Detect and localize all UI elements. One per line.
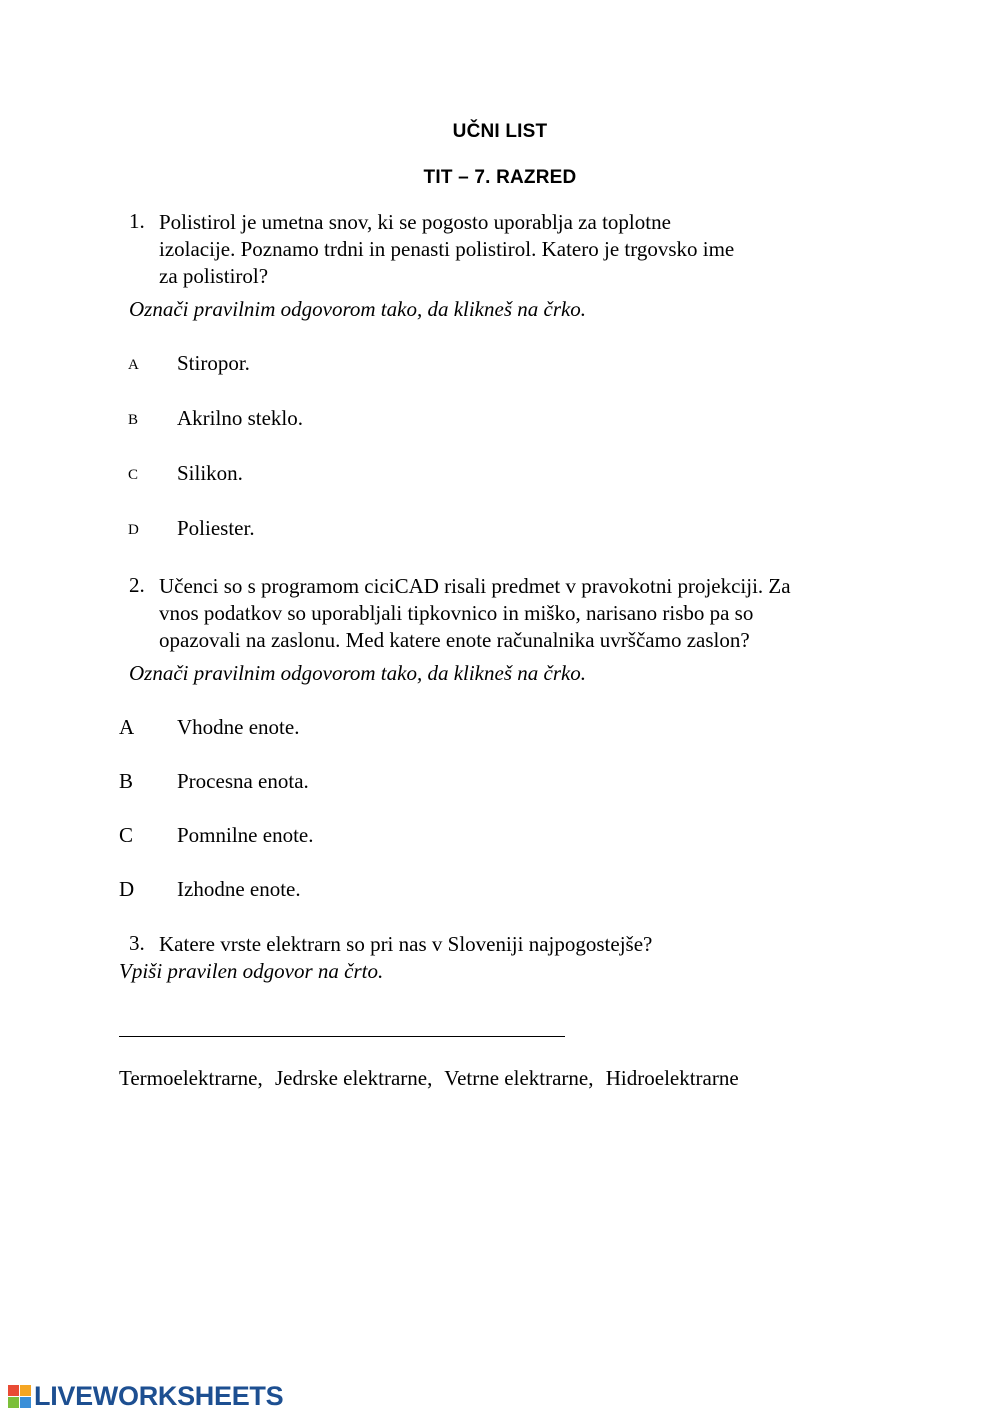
word-bank-item: Jedrske elektrarne, — [274, 1066, 433, 1090]
q1-option-d-text: Poliester. — [177, 516, 255, 540]
q2-option-b-text: Procesna enota. — [177, 769, 309, 793]
q2-option-d-text: Izhodne enote. — [177, 877, 301, 901]
liveworksheets-logo — [8, 1380, 283, 1412]
question-1-line-2: izolacije. Poznamo trdni in penasti polistirol. Katero je trgovsko ime — [159, 237, 735, 261]
question-3-number: 3. — [129, 931, 145, 955]
question-2-line-3: opazovali na zaslonu. Med katere enote računalnika uvrščamo zaslon? — [159, 628, 750, 652]
word-bank — [119, 1066, 746, 1091]
q2-option-c-letter[interactable]: C — [119, 823, 134, 847]
question-3-text: Katere vrste elektrarn so pri nas v Sloveniji najpogostejše? — [159, 932, 653, 956]
logo-blocks-icon — [8, 1385, 31, 1408]
q1-option-d-letter[interactable]: D — [128, 522, 139, 538]
q2-option-b-letter[interactable]: B — [119, 769, 134, 793]
question-3-answer-input[interactable] — [119, 1006, 569, 1038]
question-2-line-1: Učenci so s programom ciciCAD risali predmet v pravokotni projekciji. Za — [159, 574, 791, 598]
q1-option-b-text: Akrilno steklo. — [177, 406, 303, 430]
q2-option-a-letter[interactable]: A — [119, 715, 135, 739]
worksheet-title: UČNI LIST — [452, 121, 548, 142]
question-2-line-2: vnos podatkov so uporabljali tipkovnico in miško, narisano risbo pa so — [159, 601, 754, 625]
q1-option-a-text: Stiropor. — [177, 351, 250, 375]
question-1-instruction: Označi pravilnim odgovorom tako, da klikneš na črko. — [129, 297, 587, 321]
word-bank-item: Vetrne elektrarne, — [444, 1066, 594, 1090]
q1-option-c-letter[interactable]: C — [128, 467, 139, 483]
answer-line — [119, 1036, 565, 1037]
question-1-line-1: Polistirol je umetna snov, ki se pogosto uporablja za toplotne — [159, 210, 671, 234]
q1-option-a-letter[interactable]: A — [128, 357, 139, 373]
word-bank-item: Termoelektrarne, — [119, 1066, 263, 1090]
q1-option-c-text: Silikon. — [177, 461, 243, 485]
q2-option-d-letter[interactable]: D — [119, 877, 135, 901]
q2-option-c-text: Pomnilne enote. — [177, 823, 314, 847]
worksheet-subtitle: TIT – 7. RAZRED — [423, 167, 577, 188]
question-2-instruction: Označi pravilnim odgovorom tako, da klikneš na črko. — [129, 661, 587, 685]
question-1-text — [159, 209, 734, 290]
word-bank-item: Hidroelektrarne — [605, 1066, 739, 1090]
brand-name: LIVEWORKSHEETS — [34, 1380, 284, 1411]
question-3-instruction: Vpiši pravilen odgovor na črto. — [119, 959, 384, 983]
q1-option-b-letter[interactable]: B — [128, 412, 139, 428]
q2-option-a-text: Vhodne enote. — [177, 715, 300, 739]
question-1-line-3: za polistirol? — [159, 264, 269, 288]
question-1-number: 1. — [129, 209, 145, 233]
question-2-text — [159, 573, 791, 654]
question-2-number: 2. — [129, 573, 145, 597]
